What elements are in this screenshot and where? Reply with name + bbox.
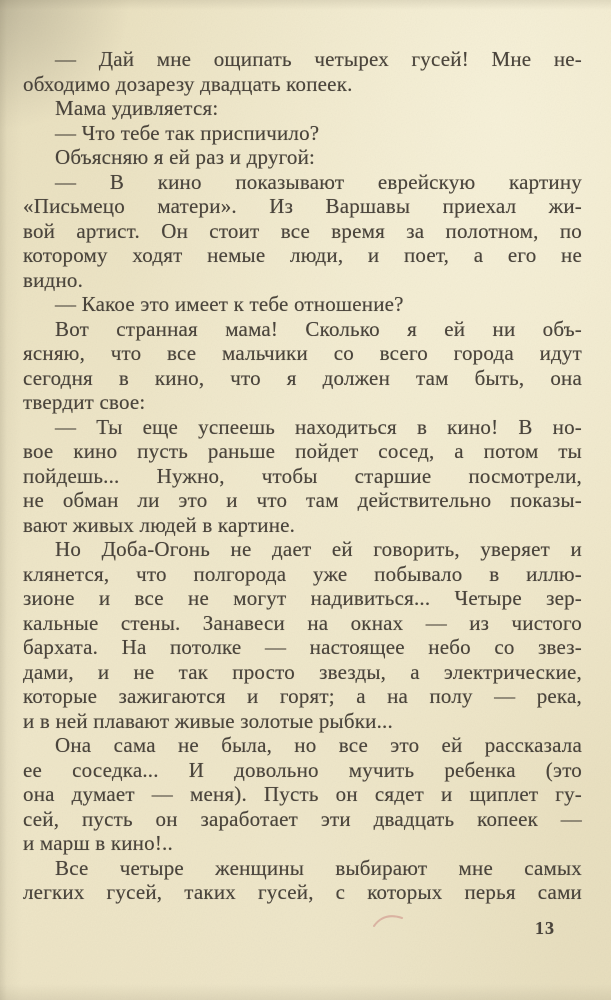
text-line: вое кино пусть раньше пойдет сосед, а потом ты	[23, 439, 582, 463]
text-line: Все четыре женщины выбирают мне самых	[55, 855, 582, 880]
text-line: сегодня в кино, что я должен там быть, она	[23, 365, 582, 390]
text-line: сей, пусть он заработает эти двадцать копеек —	[23, 806, 582, 831]
text-line: бархата. На потолке — настоящее небо со звез-	[23, 635, 582, 659]
text-line: — Ты еще успеешь находиться в кино! В но-	[55, 414, 582, 439]
text-line: «Письмецо матери». Из Варшавы приехал жи-	[23, 194, 582, 218]
text-line: ее соседка... И довольно мучить ребенка (это	[23, 757, 582, 782]
text-line: клянется, что полгорода уже побывало в иллю-	[23, 561, 582, 586]
text-line: твердит свое:	[23, 390, 146, 414]
text-line: — Что тебе так приспичило?	[55, 120, 320, 145]
text-line: Вот странная мама! Сколько я ей ни объ-	[55, 316, 582, 341]
text-line: и марш в кино!..	[23, 831, 173, 855]
text-line: дами, и не так просто звезды, а электрические,	[23, 659, 582, 684]
text-line: вают живых людей в картине.	[23, 512, 296, 537]
text-line: — Какое это имеет к тебе отношение?	[55, 292, 404, 316]
text-line: пойдешь... Нужно, чтобы старшие посмотрели,	[23, 463, 582, 488]
text-line: зионе и все не могут надивиться... Четыре зер-	[23, 586, 582, 610]
text-line: Она сама не была, но все это ей рассказала	[55, 733, 582, 757]
page-number: 13	[535, 918, 555, 938]
text-line: обходимо дозарезу двадцать копеек.	[23, 71, 353, 96]
text-line: видно.	[23, 267, 84, 292]
text-line: которому ходят немые люди, и поет, а его не	[23, 243, 582, 267]
text-line: Мама удивляется:	[55, 96, 219, 120]
text-line: — Дай мне ощипать четырех гусей! Мне не-	[55, 47, 582, 71]
pencil-mark	[372, 910, 406, 934]
text-line: — В кино показывают еврейскую картину	[55, 169, 582, 194]
text-line: Но Доба-Огонь не дает ей говорить, уверяет и	[55, 537, 582, 561]
text-line: не обман ли это и что там действительно показы-	[23, 488, 582, 512]
text-line: и в ней плавают живые золотые рыбки...	[23, 708, 393, 733]
text-line: легких гусей, таких гусей, с которых перья сами	[23, 880, 582, 904]
text-block	[23, 47, 582, 905]
text-line: кальные стены. Занавеси на окнах — из чистого	[23, 610, 582, 635]
text-line: вой артист. Он стоит все время за полотном, по	[23, 218, 582, 243]
text-line: которые зажигаются и горят; а на полу — река,	[23, 684, 582, 708]
text-line: Объясняю я ей раз и другой:	[55, 145, 316, 169]
text-line: она думает — меня). Пусть он сядет и щиплет гу-	[23, 782, 582, 806]
text-line: ясняю, что все мальчики со всего города идут	[23, 341, 582, 365]
